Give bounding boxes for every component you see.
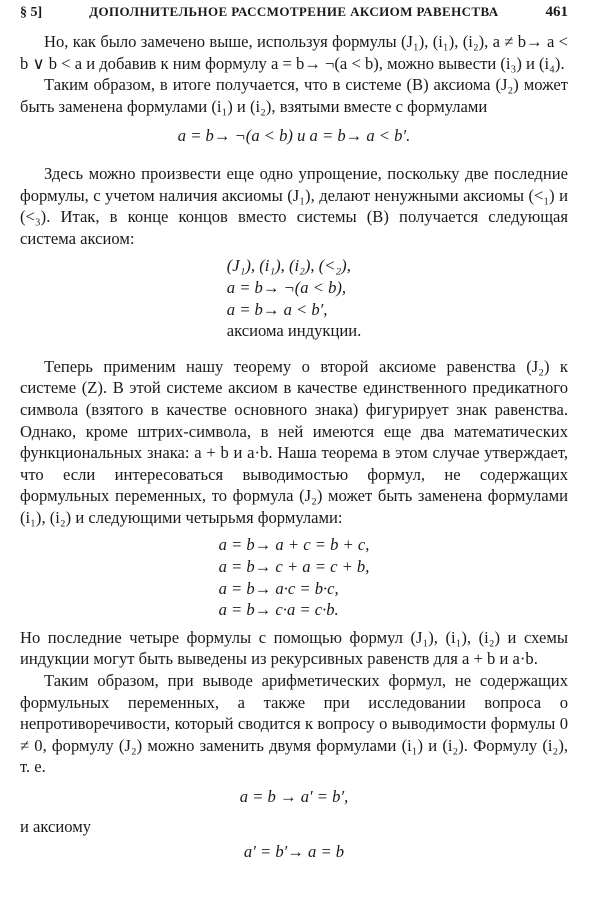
formula-list — [219, 534, 370, 620]
paragraph-3: Здесь можно произвести еще одно упрощение, поскольку две последние формулы, с учетом наличия аксиомы (J₁), делают ненужными аксиомы (<₁) и (<₃). Итак, в конце концов вместо системы (B) получается следующая система аксиом: — [20, 163, 568, 248]
axiom-line: a = b→ ¬(a < b), — [226, 277, 347, 297]
paragraph-4: Теперь применим нашу теорему о второй аксиоме равенства (J₂) к системе (Z). В этой системе аксиом в качестве единственного предикатного символа (взятого в качестве основного знака) фигурирует знак равенства. Однако, кроме штрих-символа, в ней имеются еще два математических функциональных знака: a + b и a·b. Наша теорема в этом случае утверждает, что если интересоваться выводимостью формул, не содержащих формульных переменных, то формула (J₂) может быть заменена формулами (i₁), (i₂) и следующими четырьмя формулами: — [20, 356, 568, 527]
paragraph-6: Таким образом, при выводе арифметических формул, не содержащих формульных переменных, а также при исследовании вопроса о непротиворечивости, который сводится к вопросу о выводимости формулы 0 ≠ 0, формулу (J₂) можно заменить двумя формулами (i₁) и (i₂). Формулу (i₂), т. е. — [20, 671, 568, 777]
page-number: 461 — [545, 4, 568, 20]
section-marker: § 5] — [20, 5, 43, 20]
formula-line: a = b→ a·c = b·c, — [218, 578, 339, 598]
formula-2: a = b → a′ = b′, — [239, 787, 349, 806]
paragraph-2: Таким образом, в итоге получается, что в системе (B) аксиома (J₂) может быть заменена формулами (i₁) и (i₂), взятыми вместе с формулами — [20, 75, 568, 116]
formula-3: a′ = b′→ a = b — [243, 842, 345, 862]
header-title: ДОПОЛНИТЕЛЬНОЕ РАССМОТРЕНИЕ АКСИОМ РАВЕНСТВА — [89, 4, 499, 19]
axiom-line: аксиома индукции. — [226, 321, 362, 341]
paragraph-7: и аксиому — [20, 816, 92, 836]
axiom-list — [227, 255, 362, 341]
paragraph-1: Но, как было замечено выше, используя формулы (J₁), (i₁), (i₂), a ≠ b→ a < b ∨ b < a и добавив к ним формулу a = b→ ¬(a < b), можно вывести (i₃) и (i₄). — [20, 32, 568, 73]
formula-1: a = b→ ¬(a < b) и a = b→ a < b′. — [177, 126, 411, 146]
formula-line: a = b→ a + c = b + c, — [218, 535, 370, 555]
formula-line: a = b→ c·a = c·b. — [218, 600, 339, 620]
axiom-line: (J₁), (i₁), (i₂), (<₂), — [226, 256, 351, 276]
formula-line: a = b→ c + a = c + b, — [218, 557, 370, 577]
paragraph-5: Но последние четыре формулы с помощью формул (J₁), (i₁), (i₂) и схемы индукции могут быть выведены из рекурсивных равенств для a + b и a·b. — [20, 627, 568, 669]
axiom-line: a = b→ a < b′, — [226, 299, 328, 319]
running-header — [20, 4, 568, 21]
